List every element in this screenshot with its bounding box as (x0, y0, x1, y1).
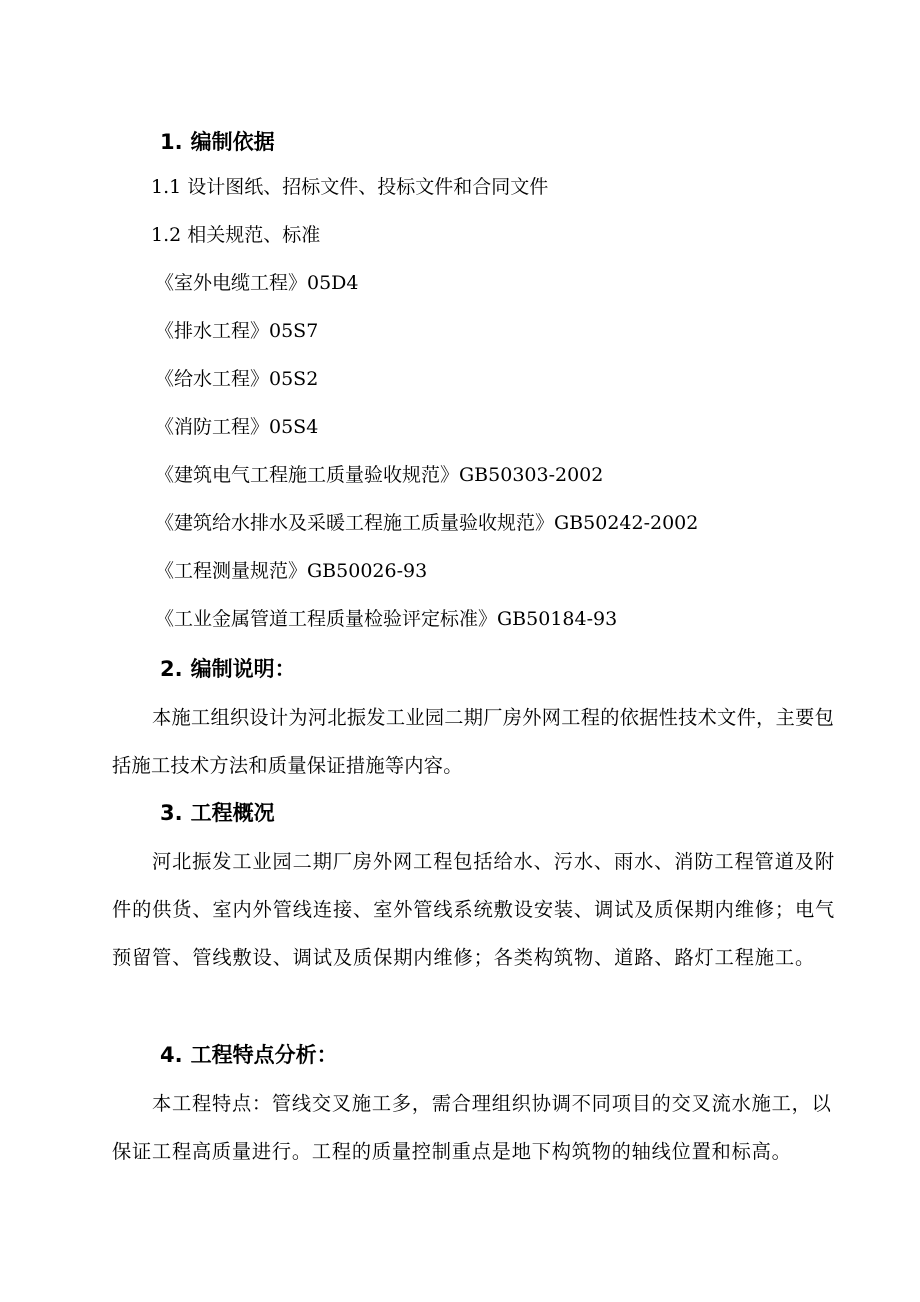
subsection-1-1: 1.1 设计图纸、招标文件、投标文件和合同文件 (151, 176, 549, 198)
standard-item: 《排水工程》05S7 (155, 320, 319, 342)
section-number: 4. (160, 1043, 183, 1067)
section-4-heading (160, 1041, 338, 1069)
section-number: 3. (160, 801, 183, 825)
section-title: 编制说明： (190, 657, 296, 681)
section-3-body: 河北振发工业园二期厂房外网工程包括给水、污水、雨水、消防工程管道及附件的供货、室内外管线连接、室外管线系统敷设安装、调试及质保期内维修；电气预留管、管线敷设、调试及质保期内维修；各类构筑物、道路、路灯工程施工。 (112, 850, 836, 969)
section-number: 1. (160, 130, 183, 154)
section-title: 编制依据 (190, 130, 275, 154)
section-4-body: 本工程特点：管线交叉施工多，需合理组织协调不同项目的交叉流水施工，以保证工程高质量进行。工程的质量控制重点是地下构筑物的轴线位置和标高。 (112, 1092, 832, 1163)
section-3-heading (160, 799, 275, 827)
standard-item: 《消防工程》05S4 (155, 416, 319, 438)
section-2-body: 本施工组织设计为河北振发工业园二期厂房外网工程的依据性技术文件，主要包括施工技术方法和质量保证措施等内容。 (112, 706, 835, 777)
section-title: 工程概况 (190, 801, 275, 825)
standard-item: 《工程测量规范》GB50026-93 (155, 560, 428, 582)
section-title: 工程特点分析： (190, 1043, 338, 1067)
section-2-heading (160, 655, 296, 683)
standard-item: 《建筑给水排水及采暖工程施工质量验收规范》GB50242-2002 (155, 512, 699, 534)
section-number: 2. (160, 657, 183, 681)
standard-item: 《给水工程》05S2 (155, 368, 319, 390)
subsection-1-2: 1.2 相关规范、标准 (151, 224, 321, 246)
section-1-heading (160, 128, 275, 156)
standard-item: 《建筑电气工程施工质量验收规范》GB50303-2002 (155, 464, 604, 486)
standard-item: 《工业金属管道工程质量检验评定标准》GB50184-93 (155, 608, 618, 630)
standard-item: 《室外电缆工程》05D4 (155, 272, 359, 294)
